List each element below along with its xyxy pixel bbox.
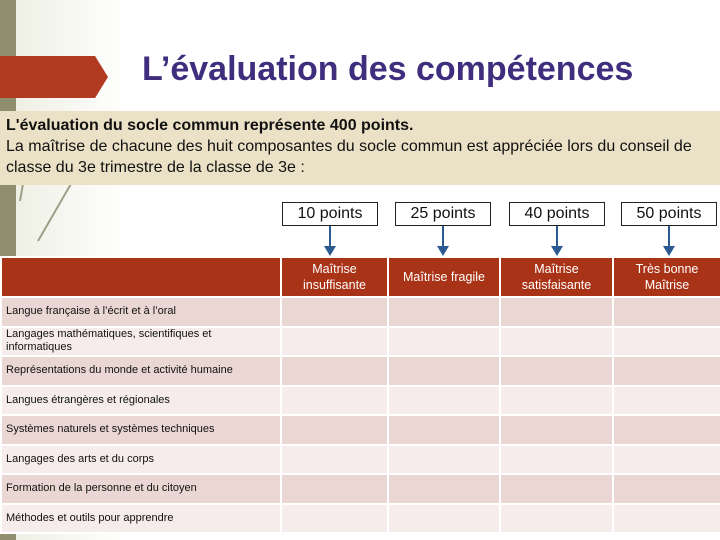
component-label: Langues étrangères et régionales — [1, 386, 281, 416]
component-label: Systèmes naturels et systèmes techniques — [1, 415, 281, 445]
level-label-1: Maîtrise insuffisante — [281, 257, 388, 297]
table-row — [1, 504, 720, 534]
level-label-3: Maîtrise satisfaisante — [500, 257, 613, 297]
grade-cell — [281, 504, 388, 534]
grade-cell — [500, 445, 613, 475]
intro-line-2: La maîtrise de chacune des huit composantes du socle commun est appréciée lors du conseil de classe du 3e trimestre de la classe de 3e : — [6, 138, 692, 176]
component-label: Langue française à l’écrit et à l’oral — [1, 297, 281, 327]
points-box-1: 10 points — [282, 202, 378, 226]
grade-cell — [388, 297, 500, 327]
grade-cell — [613, 297, 720, 327]
grade-cell — [388, 415, 500, 445]
grade-cell — [613, 504, 720, 534]
table-row — [1, 356, 720, 386]
arrow-down-icon — [324, 226, 336, 258]
grade-cell — [281, 297, 388, 327]
arrow-down-icon — [551, 226, 563, 258]
component-label: Méthodes et outils pour apprendre — [1, 504, 281, 534]
intro-box — [0, 111, 720, 185]
grade-cell — [613, 474, 720, 504]
table-row — [1, 415, 720, 445]
grade-cell — [281, 445, 388, 475]
grade-cell — [388, 327, 500, 357]
table-row — [1, 386, 720, 416]
arrow-down-icon — [437, 226, 449, 258]
grade-cell — [500, 415, 613, 445]
points-box-3: 40 points — [509, 202, 605, 226]
arrow-down-icon — [663, 226, 675, 258]
grade-cell — [281, 356, 388, 386]
component-label: Formation de la personne et du citoyen — [1, 474, 281, 504]
table-row — [1, 445, 720, 475]
title-arrow-tab — [0, 56, 108, 98]
points-row — [0, 202, 720, 226]
intro-line-1: L'évaluation du socle commun représente 400 points. — [6, 117, 414, 134]
grade-cell — [281, 327, 388, 357]
grade-cell — [500, 356, 613, 386]
grade-cell — [613, 327, 720, 357]
grade-cell — [613, 445, 720, 475]
grade-cell — [388, 474, 500, 504]
grade-cell — [500, 297, 613, 327]
component-label: Langages mathématiques, scientifiques et informatiques — [1, 327, 281, 357]
component-label: Langages des arts et du corps — [1, 445, 281, 475]
grade-cell — [500, 386, 613, 416]
points-box-2: 25 points — [395, 202, 491, 226]
component-label: Représentations du monde et activité humaine — [1, 356, 281, 386]
grade-cell — [281, 415, 388, 445]
table-row — [1, 297, 720, 327]
table-row — [1, 327, 720, 357]
table-header-row — [1, 257, 720, 297]
grade-cell — [281, 386, 388, 416]
grade-cell — [500, 504, 613, 534]
grade-cell — [613, 386, 720, 416]
table-row — [1, 474, 720, 504]
grade-cell — [613, 356, 720, 386]
grade-cell — [388, 386, 500, 416]
grade-cell — [500, 327, 613, 357]
grade-cell — [388, 356, 500, 386]
grade-cell — [281, 474, 388, 504]
grade-cell — [388, 445, 500, 475]
header-empty-cell — [1, 257, 281, 297]
grade-cell — [613, 415, 720, 445]
evaluation-table — [0, 256, 720, 534]
level-label-4: Très bonne Maîtrise — [613, 257, 720, 297]
page-title: L’évaluation des compétences — [142, 50, 634, 88]
level-label-2: Maîtrise fragile — [388, 257, 500, 297]
grade-cell — [500, 474, 613, 504]
points-box-4: 50 points — [621, 202, 717, 226]
grade-cell — [388, 504, 500, 534]
